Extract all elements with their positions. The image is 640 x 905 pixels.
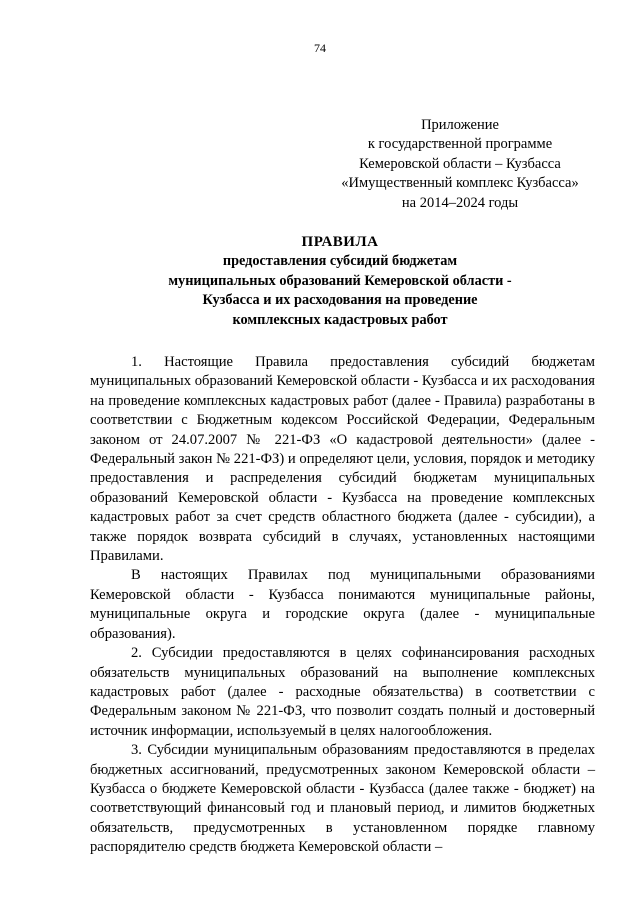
document-body [90, 353, 595, 858]
paragraph-2: 2. Субсидии предоставляются в целях софинансирования расходных обязательств муниципальных образований на выполнение комплексных кадастровых работ (далее - расходные обязательства) в соответствии с Федеральным законом № 221-ФЗ, что позволит создать полный и достоверный источник информации, используемый в целях налогообложения. [90, 645, 595, 739]
appendix-line: «Имущественный комплекс Кузбасса» [341, 175, 579, 192]
paragraph-3: 3. Субсидии муниципальным образованиям предоставляются в пределах бюджетных ассигнований, предусмотренных законом Кемеровской области – Кузбасса о бюджете Кемеровской области - Кузбасса (далее также - бюджет) на соответствующий финансовый год и плановый период, и лимитов бюджетных обязательств, предусмотренных в установленном порядке главному распорядителю средств бюджета Кемеровской области – [90, 742, 595, 856]
title-heading: ПРАВИЛА [301, 234, 379, 250]
title-line: комплексных кадастровых работ [232, 311, 448, 328]
title-line: Кузбасса и их расходования на проведение [202, 292, 478, 309]
appendix-note [330, 116, 590, 213]
title-line: муниципальных образований Кемеровской области - [168, 272, 512, 289]
paragraph-1: 1. Настоящие Правила предоставления субсидий бюджетам муниципальных образований Кемеровской области - Кузбасса и их расходования на проведение комплексных кадастровых работ (далее - Правила) разработаны в соответствии с Бюджетным кодексом Российской Федерации, Федеральным законом от 24.07.2007 № 221-ФЗ «О кадастровой деятельности» (далее - Федеральный закон № 221-ФЗ) и определяют цели, условия, порядок и методику предоставления и распределения субсидий бюджетам муниципальных образований Кемеровской области - Кузбасса на проведение комплексных кадастровых работ за счет средств областного бюджета (далее - субсидии), а также порядок возврата субсидий в случаях, установленных настоящими Правилами. [90, 354, 595, 565]
appendix-line: Приложение [421, 117, 499, 133]
document-title [90, 232, 590, 330]
appendix-line: на 2014–2024 годы [401, 194, 519, 211]
paragraph-1-note: В настоящих Правилах под муниципальными образованиями Кемеровской области - Кузбасса понимаются муниципальные районы, муниципальные округа и городские округа (далее - муниципальные образования). [90, 567, 595, 642]
title-line: предоставления субсидий бюджетам [222, 253, 458, 269]
appendix-line: к государственной программе [367, 136, 553, 153]
page-number: 74 [314, 41, 326, 55]
appendix-line: Кемеровской области – Кузбасса [359, 155, 561, 172]
